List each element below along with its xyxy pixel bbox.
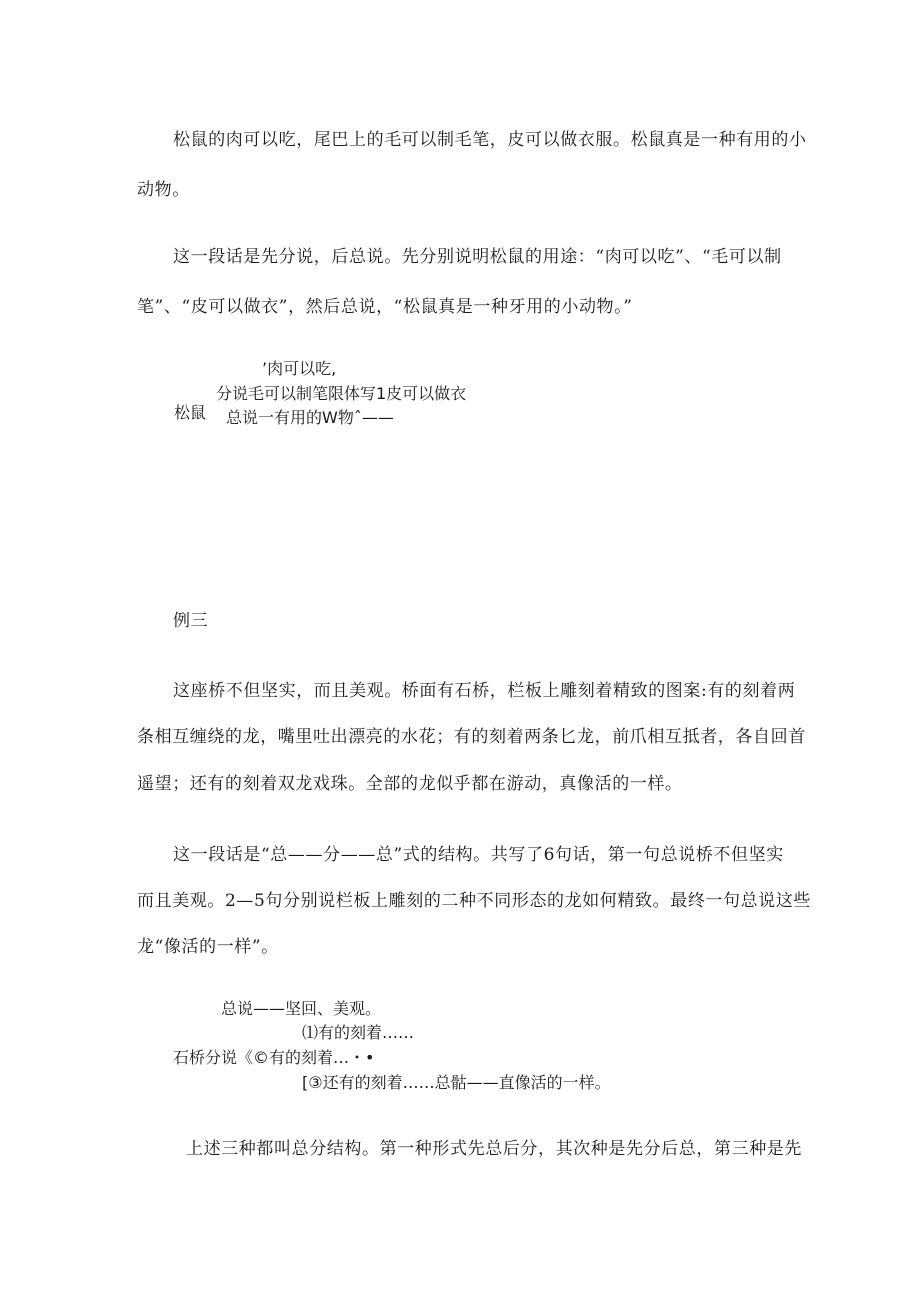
- diagram-2-row-1: 总说——坚回、美观。: [221, 999, 382, 1018]
- diagram-2-row-2: ⑴有的刻着……: [302, 1023, 415, 1042]
- diagram-2-row-3: 石桥分说《©有的刻着…・•: [173, 1048, 375, 1067]
- diagram-2-row-4: [③还有的刻着……总骷——直像活的一样。: [302, 1073, 611, 1092]
- paragraph-2-line-1: 这一段话是先分说，后总说。先分别说明松鼠的用途：“肉可以吃”、“毛可以制: [173, 247, 782, 267]
- diagram-1-root: 松鼠: [174, 403, 207, 422]
- paragraph-3-line-1: 这座桥不但坚实，而且美观。桥面有石桥，栏板上雕刻着精致的图案:有的刻着两: [173, 681, 796, 701]
- paragraph-3-line-2: 条相互缠绕的龙，嘴里吐出漂亮的水花；有的刻着两条匕龙，前爪相互抵者，各自回首: [137, 727, 806, 747]
- diagram-1-row-2: 分说毛可以制笔限体写1皮可以做衣: [216, 384, 467, 403]
- paragraph-4-line-1: 这一段话是“总——分——总”式的结构。共写了6句话，第一句总说桥不但坚实: [173, 845, 784, 865]
- paragraph-1-line-2: 动物。: [137, 180, 190, 200]
- diagram-1-row-1: ’肉可以吃,: [262, 359, 337, 378]
- paragraph-1-line-1: 松鼠的肉可以吃，尾巴上的毛可以制毛笔，皮可以做衣服。松鼠真是一种有用的小: [173, 130, 807, 150]
- paragraph-4-line-2: 而且美观。2—5句分别说栏板上雕刻的二种不同形态的龙如何精致。最终一句总说这些: [137, 891, 812, 911]
- diagram-1-row-3: 总说一有用的W物ˆ——: [226, 408, 394, 427]
- paragraph-4-line-3: 龙“像活的一样”。: [137, 937, 279, 957]
- paragraph-2-line-2: 笔”、“皮可以做衣”，然后总说，“松鼠真是一种牙用的小动物。”: [137, 297, 633, 317]
- example-3-heading: 例三: [173, 611, 209, 631]
- paragraph-5-line-1: 上述三种都叫总分结构。第一种形式先总后分，其次种是先分后总，第三种是先: [186, 1139, 802, 1159]
- paragraph-3-line-3: 遥望；还有的刻着双龙戏珠。全部的龙似乎都在游动，真像活的一样。: [137, 774, 683, 794]
